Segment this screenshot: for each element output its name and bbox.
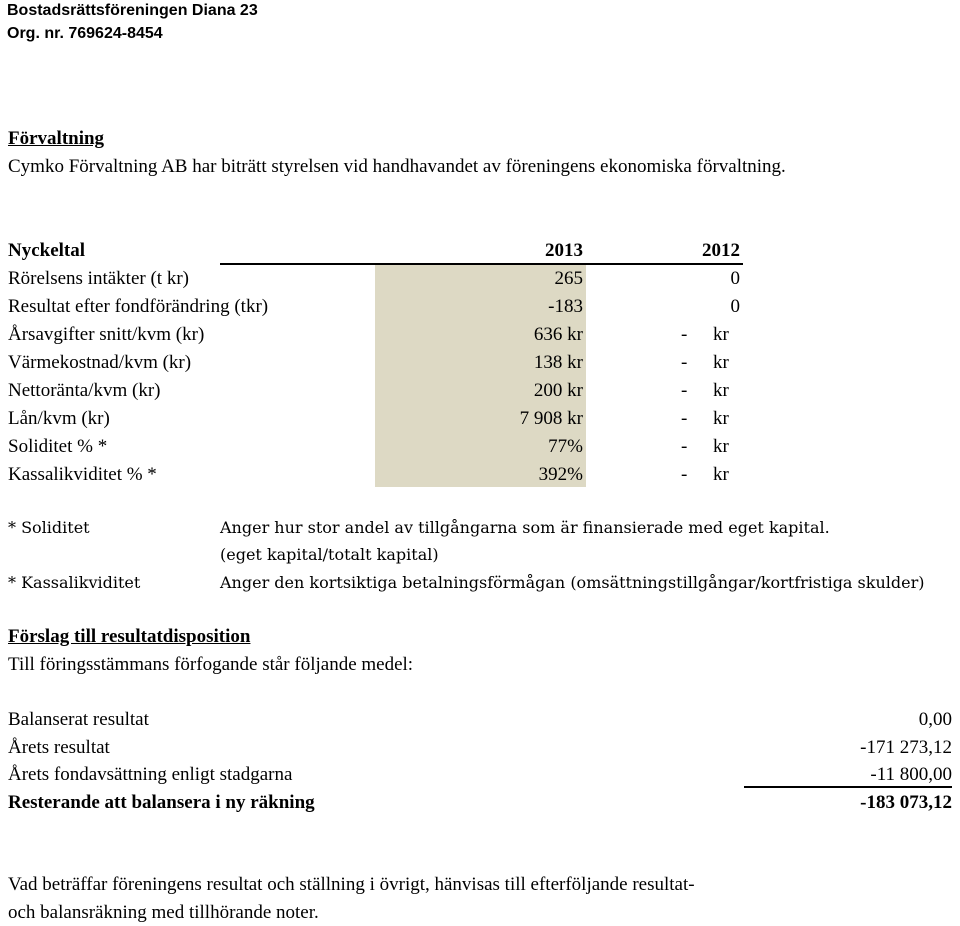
value-2013: 138 kr — [533, 352, 583, 373]
disposition-value: 0,00 — [918, 709, 952, 730]
header-rule — [220, 263, 743, 265]
table-row — [0, 380, 960, 408]
column-header-2012: 2012 — [702, 240, 740, 261]
table-row — [0, 464, 960, 492]
disposition-label: Balanserat resultat — [8, 709, 149, 730]
row-label: Nettoränta/kvm (kr) — [8, 380, 161, 401]
total-rule — [744, 786, 952, 788]
table-row — [0, 408, 960, 436]
forvaltning-heading: Förvaltning — [8, 128, 105, 149]
value-2012-unit: kr — [713, 408, 729, 429]
value-2012-dash: - — [681, 464, 688, 485]
forvaltning-text: Cymko Förvaltning AB har biträtt styrelsen vid handhavandet av föreningens ekonomiska förvaltning. — [8, 156, 786, 177]
value-2013: 200 kr — [533, 380, 583, 401]
value-2012-dash: - — [681, 380, 688, 401]
row-label: Värmekostnad/kvm (kr) — [8, 352, 192, 373]
footer-line-1: Vad beträffar föreningens resultat och ställning i övrigt, hänvisas till efterföljande resultat- — [8, 874, 695, 895]
kassalikviditet-definition: Anger den kortsiktiga betalningsförmågan (omsättningstillgångar/kortfristiga skulder) — [220, 573, 925, 592]
value-2012: 0 — [730, 268, 740, 289]
value-2012-unit: kr — [713, 436, 729, 457]
value-2012-dash: - — [681, 436, 688, 457]
disposition-intro: Till föringsstämmans förfogande står följande medel: — [8, 654, 414, 675]
value-2012-dash: - — [681, 324, 688, 345]
table-row — [0, 324, 960, 352]
soliditet-definition: Anger hur stor andel av tillgångarna som är finansierade med eget kapital. — [220, 518, 830, 537]
row-label: Kassalikviditet % * — [8, 464, 157, 485]
table-row — [0, 296, 960, 324]
value-2013: 636 kr — [533, 324, 583, 345]
value-2012-dash: - — [681, 408, 688, 429]
kassalikviditet-term: * Kassalikviditet — [8, 573, 141, 592]
disposition-heading: Förslag till resultatdisposition — [8, 626, 251, 647]
disposition-value: -171 273,12 — [860, 737, 952, 758]
footer-line-2: och balansräkning med tillhörande noter. — [8, 902, 319, 923]
row-label: Lån/kvm (kr) — [8, 408, 110, 429]
disposition-value: -11 800,00 — [870, 764, 952, 785]
value-2013: 392% — [538, 464, 583, 485]
disposition-label: Årets resultat — [8, 737, 110, 758]
total-value: -183 073,12 — [860, 792, 952, 813]
soliditet-term: * Soliditet — [8, 518, 90, 537]
row-label: Resultat efter fondförändring (tkr) — [8, 296, 269, 317]
soliditet-formula: (eget kapital/totalt kapital) — [220, 545, 439, 564]
table-row — [0, 352, 960, 380]
value-2012-unit: kr — [713, 380, 729, 401]
value-2012-dash: - — [681, 352, 688, 373]
row-label: Soliditet % * — [8, 436, 108, 457]
value-2012-unit: kr — [713, 324, 729, 345]
org-name: Bostadsrättsföreningen Diana 23 — [7, 2, 258, 19]
value-2013: 77% — [548, 436, 583, 457]
nyckeltal-heading: Nyckeltal — [8, 240, 86, 261]
table-row — [0, 436, 960, 464]
row-label: Rörelsens intäkter (t kr) — [8, 268, 189, 289]
value-2012: 0 — [730, 296, 740, 317]
table-row — [0, 268, 960, 296]
value-2013: -183 — [548, 296, 583, 317]
value-2013: 7 908 kr — [519, 408, 583, 429]
value-2013: 265 — [554, 268, 583, 289]
value-2012-unit: kr — [713, 352, 729, 373]
column-header-2013: 2013 — [545, 240, 583, 261]
total-label: Resterande att balansera i ny räkning — [8, 792, 315, 813]
row-label: Årsavgifter snitt/kvm (kr) — [8, 324, 205, 345]
disposition-label: Årets fondavsättning enligt stadgarna — [8, 764, 293, 785]
value-2012-unit: kr — [713, 464, 729, 485]
org-number: Org. nr. 769624-8454 — [7, 25, 163, 42]
